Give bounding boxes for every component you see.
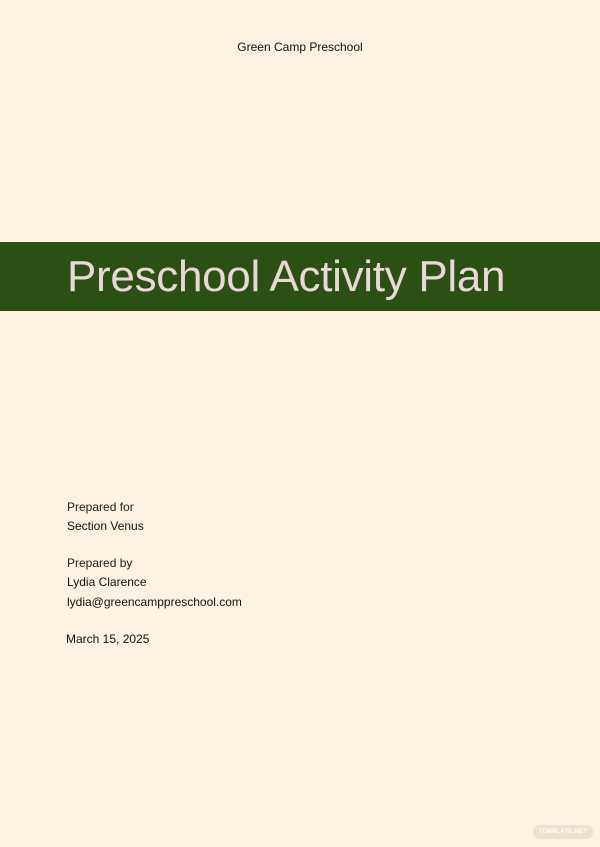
prepared-for-label: Prepared for [67,500,134,514]
prepared-by-label: Prepared by [67,556,133,570]
prepared-by-name: Lydia Clarence [67,575,147,589]
template-watermark: TEMPLATE.NET [533,825,593,839]
page-title: Preschool Activity Plan [67,252,506,301]
prepared-for-value: Section Venus [67,519,144,533]
prepared-by-email: lydia@greencamppreschool.com [67,595,242,609]
title-band [0,242,600,311]
document-date: March 15, 2025 [66,632,150,646]
school-name-header: Green Camp Preschool [237,40,363,54]
